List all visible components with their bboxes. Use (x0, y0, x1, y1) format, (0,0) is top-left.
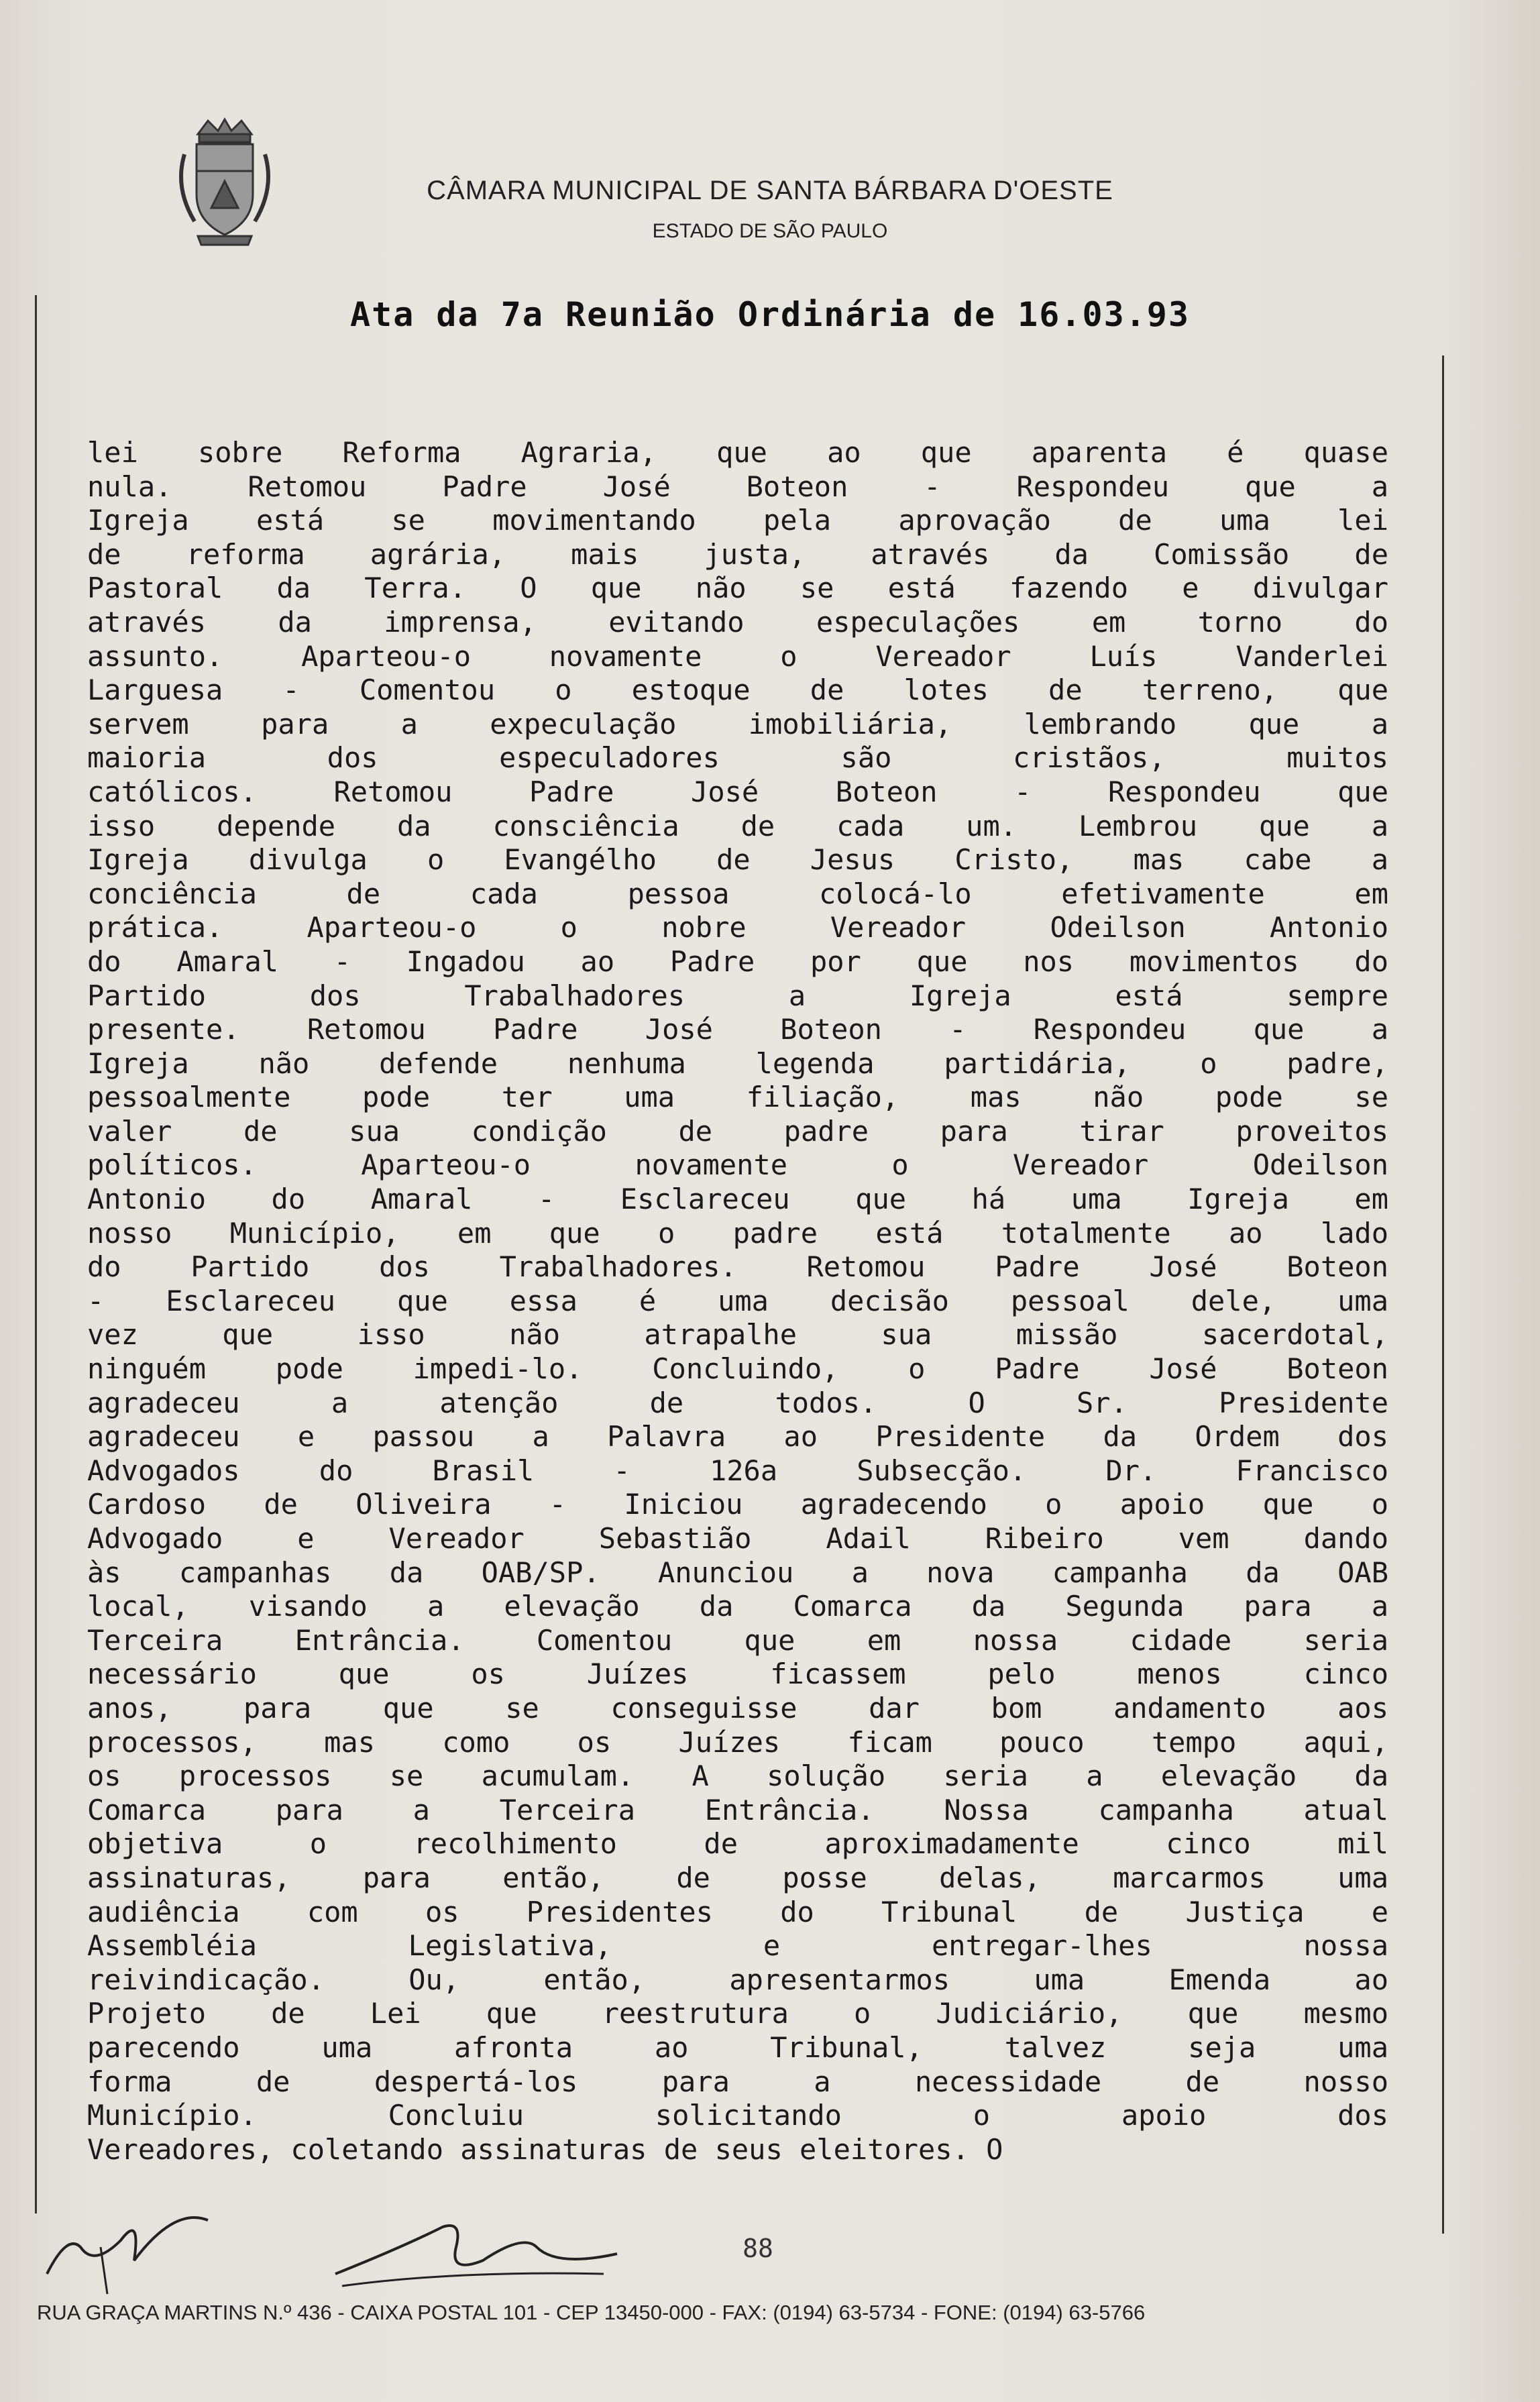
page-number: 88 (742, 2234, 773, 2263)
body-line: Igreja divulga o Evangélho de Jesus Cristo, mas cabe a (87, 843, 1388, 877)
body-line: Projeto de Lei que reestrutura o Judiciário, que mesmo (87, 1997, 1388, 2030)
org-state: ESTADO DE SÃO PAULO (652, 220, 888, 242)
document-title: Ata da 7a Reunião Ordinária de 16.03.93 (350, 295, 1190, 334)
body-line: do Amaral - Ingadou ao Padre por que nos movimentos do (87, 944, 1388, 978)
body-line: Larguesa - Comentou o estoque de lotes de terreno, que (87, 673, 1388, 707)
body-line: Vereadores, coletando assinaturas de seus eleitores. O (87, 2132, 1003, 2166)
body-line: Município. Concluiu solicitando o apoio dos (87, 2099, 1388, 2132)
body-line: anos, para que se conseguisse dar bom andamento aos (87, 1691, 1388, 1725)
body-line: Comarca para a Terceira Entrância. Nossa campanha atual (87, 1793, 1388, 1826)
document-body (87, 436, 1388, 2167)
right-border-line (1442, 356, 1444, 2234)
body-line: assunto. Aparteou-o novamente o Vereador Luís Vanderlei (87, 639, 1388, 673)
body-line: reivindicação. Ou, então, apresentarmos uma Emenda ao (87, 1963, 1388, 1996)
body-line: através da imprensa, evitando especulações em torno do (87, 605, 1388, 639)
left-border-line (35, 295, 37, 2214)
body-line: agradeceu a atenção de todos. O Sr. Presidente (87, 1386, 1388, 1419)
body-line: Cardoso de Oliveira - Iniciou agradecendo o apoio que o (87, 1488, 1388, 1521)
body-line: de reforma agrária, mais justa, através da Comissão de (87, 537, 1388, 571)
body-line: pessoalmente pode ter uma filiação, mas não pode se (87, 1081, 1388, 1114)
body-line: nula. Retomou Padre José Boteon - Respondeu que a (87, 470, 1388, 503)
body-line: valer de sua condição de padre para tirar proveitos (87, 1114, 1388, 1148)
body-line: conciência de cada pessoa colocá-lo efetivamente em (87, 877, 1388, 910)
body-line: - Esclareceu que essa é uma decisão pessoal dele, uma (87, 1284, 1388, 1317)
body-line: lei sobre Reforma Agraria, que ao que aparenta é quase (87, 436, 1388, 469)
body-line: os processos se acumulam. A solução seria a elevação da (87, 1759, 1388, 1793)
body-line: objetiva o recolhimento de aproximadamente cinco mil (87, 1827, 1388, 1861)
body-line: Advogado e Vereador Sebastião Adail Ribeiro vem dando (87, 1522, 1388, 1555)
body-line: parecendo uma afronta ao Tribunal, talvez seja uma (87, 2030, 1388, 2064)
body-line: católicos. Retomou Padre José Boteon - Respondeu que (87, 775, 1388, 808)
body-line: processos, mas como os Juízes ficam pouco tempo aqui, (87, 1725, 1388, 1759)
body-line: Partido dos Trabalhadores a Igreja está sempre (87, 979, 1388, 1012)
org-name: CÂMARA MUNICIPAL DE SANTA BÁRBARA D'OESTE (427, 176, 1113, 205)
body-line: Advogados do Brasil - 126a Subsecção. Dr. Francisco (87, 1454, 1388, 1487)
body-line: local, visando a elevação da Comarca da Segunda para a (87, 1590, 1388, 1623)
signature-stroke-icon (322, 2207, 630, 2294)
body-line: servem para a expeculação imobiliária, lembrando que a (87, 707, 1388, 741)
body-line: presente. Retomou Padre José Boteon - Respondeu que a (87, 1013, 1388, 1046)
body-line: ninguém pode impedi-lo. Concluindo, o Padre José Boteon (87, 1352, 1388, 1386)
body-line: políticos. Aparteou-o novamente o Vereador Odeilson (87, 1148, 1388, 1182)
body-line: maioria dos especuladores são cristãos, muitos (87, 741, 1388, 775)
footer-address: RUA GRAÇA MARTINS N.º 436 - CAIXA POSTAL 101 - CEP 13450-000 - FAX: (0194) 63-5734 - FONE: (0194) 63-5766 (37, 2301, 1146, 2324)
body-line: agradeceu e passou a Palavra ao Presidente da Ordem dos (87, 1420, 1388, 1454)
body-line: Pastoral da Terra. O que não se está fazendo e divulgar (87, 571, 1388, 605)
body-line: Igreja está se movimentando pela aprovação de uma lei (87, 504, 1388, 537)
body-line: prática. Aparteou-o o nobre Vereador Odeilson Antonio (87, 911, 1388, 944)
signature-initials-icon (40, 2193, 215, 2301)
body-line: Antonio do Amaral - Esclareceu que há uma Igreja em (87, 1183, 1388, 1216)
body-line: forma de despertá-los para a necessidade de nosso (87, 2065, 1388, 2098)
body-line: audiência com os Presidentes do Tribunal de Justiça e (87, 1895, 1388, 1928)
body-line: Igreja não defende nenhuma legenda partidária, o padre, (87, 1046, 1388, 1080)
body-line: isso depende da consciência de cada um. Lembrou que a (87, 809, 1388, 842)
body-line: Terceira Entrância. Comentou que em nossa cidade seria (87, 1623, 1388, 1657)
body-line: Assembléia Legislativa, e entregar-lhes nossa (87, 1929, 1388, 1963)
body-line: assinaturas, para então, de posse delas, marcarmos uma (87, 1861, 1388, 1894)
body-line: às campanhas da OAB/SP. Anunciou a nova campanha da OAB (87, 1555, 1388, 1589)
body-line: nosso Município, em que o padre está totalmente ao lado (87, 1216, 1388, 1250)
body-line: do Partido dos Trabalhadores. Retomou Padre José Boteon (87, 1250, 1388, 1284)
body-line: necessário que os Juízes ficassem pelo menos cinco (87, 1657, 1388, 1691)
body-line: vez que isso não atrapalhe sua missão sacerdotal, (87, 1318, 1388, 1352)
